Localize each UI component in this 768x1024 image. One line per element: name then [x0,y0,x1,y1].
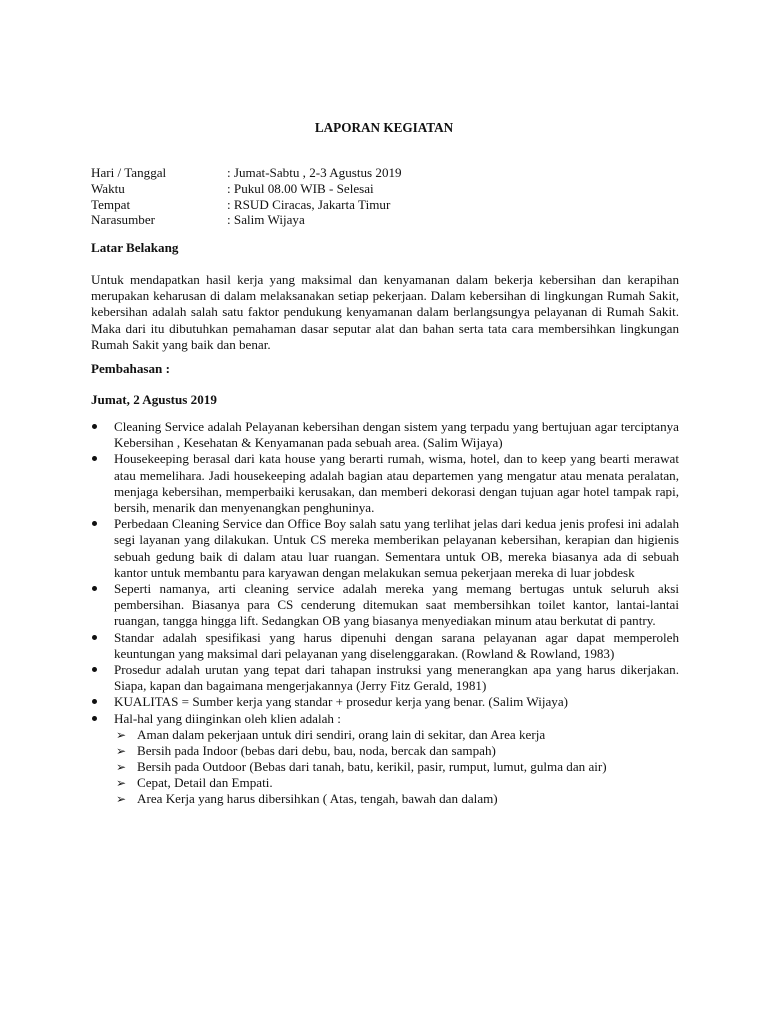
bullet-icon [92,456,97,461]
arrow-bullet-icon: ➢ [116,775,127,790]
list-item [91,694,679,710]
list-item [91,419,679,451]
list-item [91,451,679,516]
bullet-icon [92,521,97,526]
arrow-bullet-icon: ➢ [116,791,127,806]
arrow-bullet-icon: ➢ [116,759,127,774]
arrow-bullet-icon: ➢ [116,743,127,758]
list-item-text: Cleaning Service adalah Pelayanan kebersihan dengan sistem yang terpadu yang bertujuan agar terciptanya Kebersihan , Kesehatan & Kenyamanan pada sebuah area. (Salim Wijaya) [114,419,679,451]
info-row-speaker [91,212,691,228]
sub-bullet-list [114,727,679,807]
list-item-text: Housekeeping berasal dari kata house yang berarti rumah, wisma, hotel, dan to keep yang bearti merawat atau memelihara. Jadi housekeeping adalah bagian atau departemen yang mengatur atau menata peralatan, menjaga kebersihan, memperbaiki kerusakan, dan memberi dekorasi dengan tujuan agar hotel tampak rapi, bersih, menarik dan menyenangkan penghuninya. [114,451,679,516]
latar-belakang-heading: Latar Belakang [91,240,179,255]
latar-belakang-paragraph: Untuk mendapatkan hasil kerja yang maksimal dan kenyamanan dalam bekerja kebersihan dan kerapihan merupakan keharusan di dalam melaksanakan setiap pekerjaan. Dalam kebersihan di lingkungan Rumah Sakit, kebersihan adalah salah satu faktor pendukung kenyamanan dalam berlangsungya pelayanan di Rumah Sakit. Maka dari itu dibutuhkan pemahaman dasar seputar alat dan bahan serta tata cara membersihkan lingkungan Rumah Sakit yang baik dan benar. [91,272,679,352]
bullet-icon [92,635,97,640]
sub-list-item [114,743,679,759]
info-label: Hari / Tanggal [91,165,167,180]
sub-list-item [114,791,679,807]
info-label: Waktu [91,180,125,196]
list-item [91,662,679,694]
list-item-text: Prosedur adalah urutan yang tepat dari tahapan instruksi yang menerangkan apa yang harus dikerjakan. Siapa, kapan dan bagaimana mengerjakannya (Jerry Fitz Gerald, 1981) [114,662,679,694]
list-item [91,516,679,581]
list-item [91,711,679,807]
info-value: : Jumat-Sabtu , 2-3 Agustus 2019 [227,165,402,180]
info-table [91,165,691,228]
list-item-text: Seperti namanya, arti cleaning service adalah mereka yang memang bertugas untuk seluruh aksi pembersihan. Biasanya para CS cenderung ditemukan saat membersihkan toilet kantor, lantai-lantai ruangan, tangga hingga lift. Sedangkan OB yang biasanya menyediakan minum atau berkutat di pantry. [114,581,679,629]
list-item-text: Standar adalah spesifikasi yang harus dipenuhi dengan sarana pelayanan agar dapat memperoleh keuntungan yang maksimal dari pelayanan yang diselenggarakan. (Rowland & Rowland, 1983) [114,629,679,661]
list-item [91,630,679,662]
pembahasan-heading: Pembahasan : [91,361,170,376]
bullet-list [91,419,679,807]
sub-list-item-text: Bersih pada Indoor (bebas dari debu, bau, noda, bercak dan sampah) [137,742,496,758]
sub-list-item-text: Bersih pada Outdoor (Bebas dari tanah, batu, kerikil, pasir, rumput, lumut, gulma dan air) [137,758,607,774]
list-item [91,581,679,630]
sub-list-item [114,727,679,743]
bullet-icon [92,699,97,704]
bullet-icon [92,716,97,721]
info-row-time [91,181,691,197]
sub-list-item-text: Cepat, Detail dan Empati. [137,774,273,790]
info-label: Tempat [91,196,131,212]
info-row-place [91,197,691,213]
sub-list-item [114,759,679,775]
arrow-bullet-icon: ➢ [116,727,127,742]
list-item-text: Hal-hal yang diinginkan oleh klien adalah : [114,710,341,726]
info-value: : Salim Wijaya [227,212,305,228]
info-label: Narasumber [91,212,155,228]
list-item-text: Perbedaan Cleaning Service dan Office Boy salah satu yang terlihat jelas dari kedua jenis profesi ini adalah segi layanan yang dilakukan. Untuk CS mereka memberikan pelayanan kebersihan, kerapian dan higienis sebuah gedung baik di dalam atau luar ruangan. Sementara untuk OB, mereka biasanya ada di sebuah kantor untuk membantu para karyawan dengan melakukan semua pekerjaan mereka di luar jobdesk [114,516,679,580]
sub-list-item [114,775,679,791]
document-title: LAPORAN KEGIATAN [314,120,454,135]
bullet-icon [92,586,97,591]
sub-list-item-text: Area Kerja yang harus dibersihkan ( Atas, tengah, bawah dan dalam) [137,790,498,806]
date-heading: Jumat, 2 Agustus 2019 [91,392,217,407]
info-row-date [91,165,691,181]
list-item-text: KUALITAS = Sumber kerja yang standar + prosedur kerja yang benar. (Salim Wijaya) [114,694,569,710]
bullet-icon [92,667,97,672]
info-value: : RSUD Ciracas, Jakarta Timur [227,196,391,212]
info-value: : Pukul 08.00 WIB - Selesai [227,180,374,196]
bullet-icon [92,424,97,429]
sub-list-item-text: Aman dalam pekerjaan untuk diri sendiri, orang lain di sekitar, dan Area kerja [137,726,546,742]
